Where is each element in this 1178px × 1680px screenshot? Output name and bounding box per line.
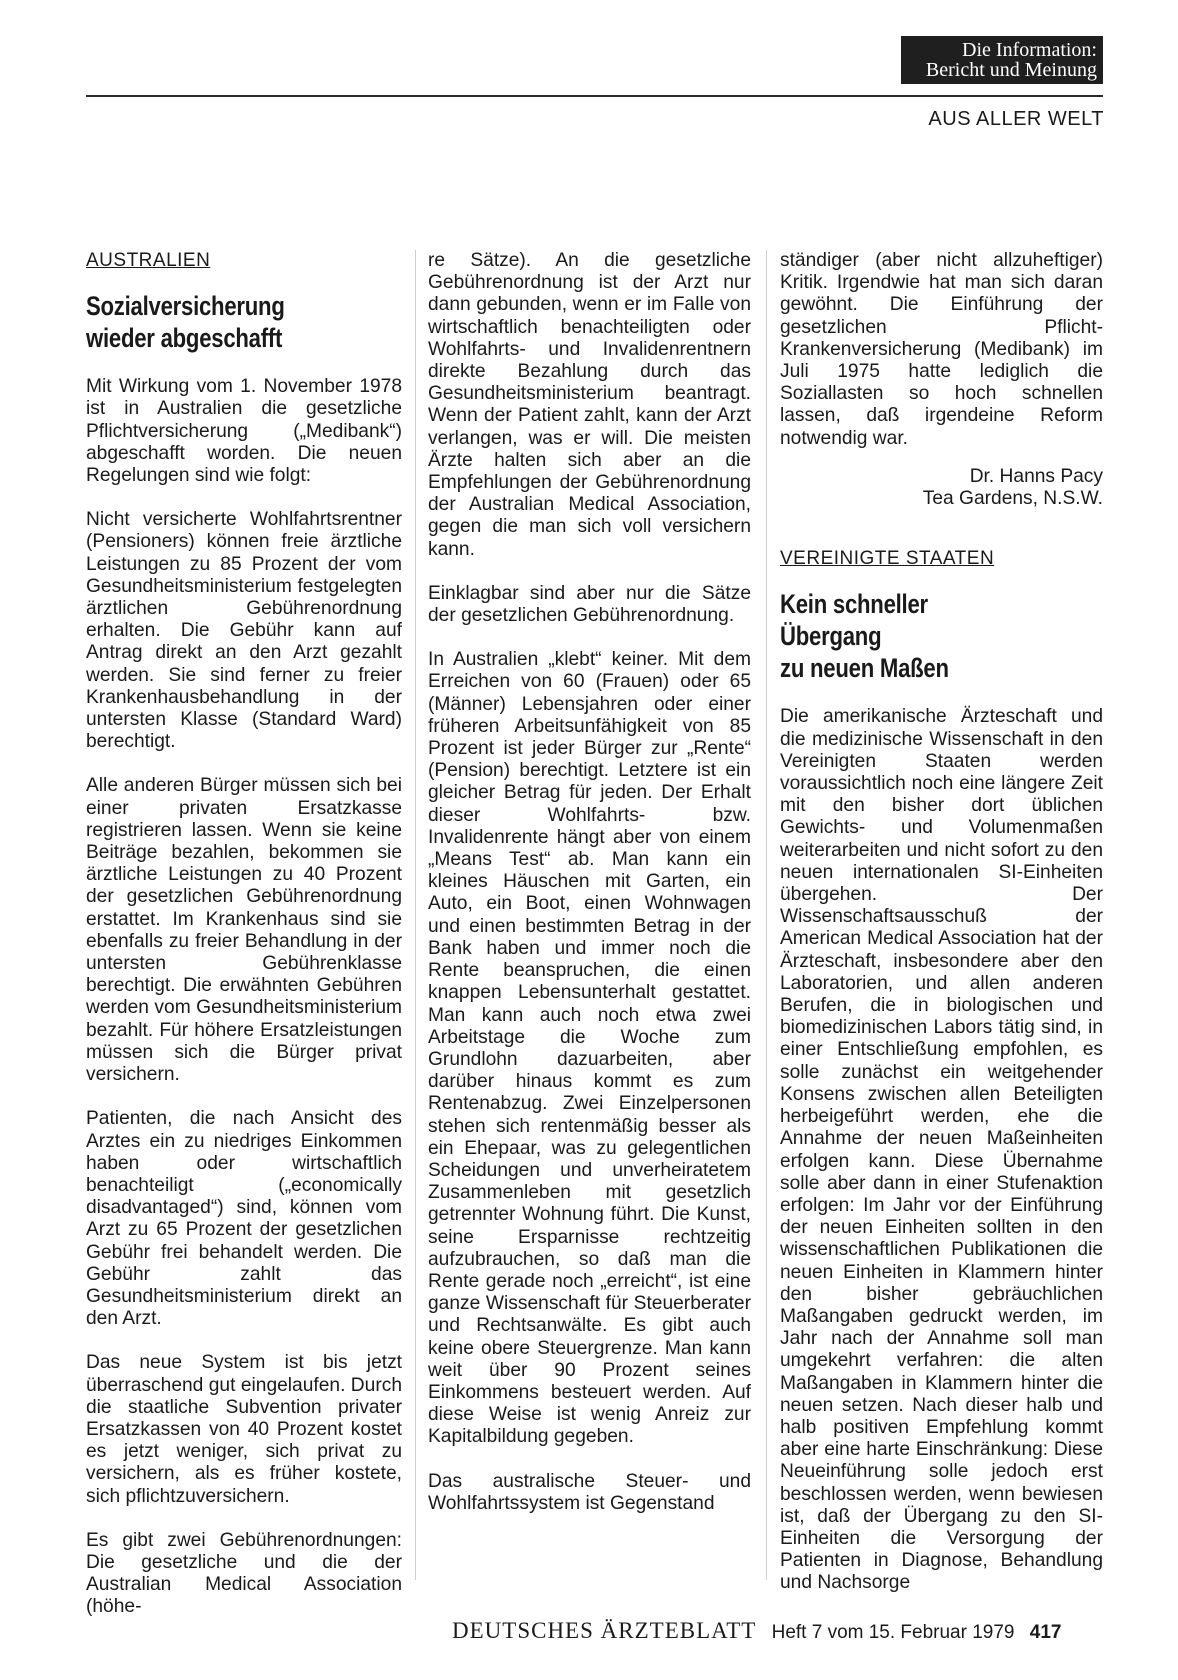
article1-signature [780, 466, 1103, 510]
article2-title [780, 588, 1045, 684]
section-label-line2: Bericht und Meinung [925, 59, 1097, 81]
column-2 [428, 250, 751, 1537]
article1-paragraph: Es gibt zwei Gebührenordnungen: Die gesetzliche und die der Australian Medical Association (höhe- [86, 1529, 402, 1618]
article2-rubric: VEREINIGTE STAATEN [780, 548, 995, 570]
article2-title-line3: zu neuen Maßen [780, 653, 949, 684]
section-label-line1: Die Information: [962, 39, 1097, 61]
column-divider [766, 250, 767, 1580]
article2-title-line1: Kein schneller [780, 589, 928, 620]
page-footer [452, 1618, 1062, 1644]
article1-paragraph: Das neue System ist bis jetzt überraschend gut eingelaufen. Durch die staatliche Subvention privater Ersatzkassen von 40 Prozent kostet es jetzt weniger, sich privat zu versichern, als es früher kostete, sich pflichtzuversichern. [86, 1352, 402, 1507]
article1-location: Tea Gardens, N.S.W. [922, 488, 1103, 510]
header-rule [86, 95, 1103, 97]
category-label: AUS ALLER WELT [928, 108, 1104, 130]
article1-title-line1: Sozialversicherung [86, 291, 285, 322]
article1-paragraph: Mit Wirkung vom 1. November 1978 ist in Australien die gesetzliche Pflichtversicherung („Medibank“) abgeschafft worden. Die neuen Regelungen sind wie folgt: [86, 376, 402, 487]
column-3 [780, 250, 1103, 1617]
article2-title-line2: Übergang [780, 621, 882, 652]
article1-rubric: AUSTRALIEN [86, 250, 211, 271]
section-label [901, 36, 1103, 84]
article1-paragraph: Nicht versicherte Wohlfahrtsrentner (Pensioners) können freie ärztliche Leistungen zu 85 Prozent der vom Gesundheitsministerium festgelegten ärztlichen Gebührenordnung erhalten. Die Gebühr kann auf Antrag direkt an den Arzt gezahlt werden. Sie sind ferner zu freier Krankenhausbehandlung in der untersten Klasse (Standard Ward) berechtigt. [86, 509, 402, 753]
article1-title-line2: wieder abgeschafft [86, 323, 283, 354]
column-divider [415, 250, 416, 1580]
article1-paragraph: In Australien „klebt“ keiner. Mit dem Erreichen von 60 (Frauen) oder 65 (Männer) Lebensjahren oder einer früheren Arbeitsunfähigkeit von 85 Prozent ist jeder Bürger zur „Rente“ (Pension) berechtigt. Letztere ist ein gleicher Betrag für jeden. Der Erhalt dieser Wohlfahrts- bzw. Invalidenrente hängt aber von einem „Means Test“ ab. Man kann ein kleines Häuschen mit Garten, ein Auto, ein Boot, einen Wohnwagen und einen bestimmten Betrag in der Bank haben und immer noch die Rente beanspruchen, die einen knappen Lebensunterhalt gestattet. Man kann auch noch etwa zwei Arbeitstage die Woche zum Grundlohn dazuarbeiten, aber darüber hinaus kommt es zum Rentenabzug. Zwei Einzelpersonen stehen sich rentenmäßig besser als ein Ehepaar, was zu gelegentlichen Scheidungen und unverheiratetem Zusammenleben mit gesetzlich getrennter Wohnung führt. Die Kunst, seine Ersparnisse rechtzeitig aufzubrauchen, so daß man die Rente gerade noch „erreicht“, ist eine ganze Wissenschaft für Steuerberater und Rechtsanwälte. Es gibt auch keine obere Steuergrenze. Man kann weit über 90 Prozent seines Einkommens besteuert werden. Auf diese Weise ist wenig Anreiz zur Kapitalbildung gegeben. [428, 649, 751, 1448]
column-1 [86, 250, 402, 1641]
journal-name: DEUTSCHES ÄRZTEBLATT [452, 1618, 757, 1643]
article1-title [86, 290, 345, 354]
article1-paragraph: Patienten, die nach Ansicht des Arztes ein zu niedriges Einkommen haben oder wirtschaftlich benachteiligt („economically disadvantaged“) sind, können vom Arzt zu 65 Prozent der gesetzlichen Gebühr frei behandelt werden. Die Gebühr zahlt das Gesundheitsministerium direkt an den Arzt. [86, 1108, 402, 1330]
article1-paragraph: Einklagbar sind aber nur die Sätze der gesetzlichen Gebührenordnung. [428, 582, 751, 627]
article1-paragraph: Alle anderen Bürger müssen sich bei einer privaten Ersatzkasse registrieren lassen. Wenn sie keine Beiträge bezahlen, bekommen sie ärztliche Leistungen zu 40 Prozent der gesetzlichen Gebührenordnung erstattet. Im Krankenhaus sind sie ebenfalls zu freier Behandlung in der untersten Gebührenklasse berechtigt. Die erwähnten Gebühren werden vom Gesundheitsministerium bezahlt. Für höhere Ersatzleistungen müssen sich die Bürger privat versichern. [86, 775, 402, 1086]
issue-info: Heft 7 vom 15. Februar 1979 [771, 1622, 1015, 1643]
article1-paragraph: ständiger (aber nicht allzuheftiger) Kritik. Irgendwie hat man sich daran gewöhnt. Die Einführung der gesetzlichen Pflicht-Krankenversicherung (Medibank) im Juli 1975 hatte lediglich die Soziallasten so hoch schnellen lassen, daß irgendeine Reform notwendig war. [780, 250, 1103, 449]
article1-paragraph: re Sätze). An die gesetzliche Gebührenordnung ist der Arzt nur dann gebunden, wenn er im Falle von wirtschaftlich benachteiligten oder Wohlfahrts- und Invalidenrentnern direkte Bezahlung durch das Gesundheitsministerium beantragt. Wenn der Patient zahlt, kann der Arzt verlangen, was er will. Die meisten Ärzte halten sich aber an die Empfehlungen der Gebührenordnung der Australian Medical Association, gegen die man sich voll versichern kann. [428, 250, 751, 560]
article2-paragraph: Die amerikanische Ärzteschaft und die medizinische Wissenschaft in den Vereinigten Staaten werden voraussichtlich noch eine längere Zeit mit den bisher dort üblichen Gewichts- und Volumenmaßen weiterarbeiten und nicht sofort zu den neuen internationalen SI-Einheiten übergehen. Der Wissenschaftsausschuß der American Medical Association hat der Ärzteschaft, insbesondere aber den Laboratorien, und allen anderen Berufen, die in biologischen und biomedizinischen Labors tätig sind, in einer Entschließung empfohlen, es solle zunächst ein weitgehender Konsens zwischen allen Beteiligten herbeigeführt werden, ehe die Annahme der neuen Maßeinheiten erfolgen kann. Diese Übernahme solle aber dann in einer Stufenaktion erfolgen: Im Jahr vor der Einführung der neuen Einheiten sollten in den wissenschaftlichen Publikationen die neuen Einheiten in Klammern hinter den bisher gebräuchlichen Maßangaben gedruckt werden, im Jahr nach der Annahme soll man umgekehrt verfahren: die alten Maßangaben in Klammern hinter die neuen setzen. Nach dieser halb und halb positiven Empfehlung kommt aber eine harte Einschränkung: Diese Neueinführung solle jedoch erst beschlossen werden, wenn bewiesen ist, daß der Übergang zu den SI-Einheiten die Versorgung der Patienten in Diagnose, Behandlung und Nachsorge [780, 706, 1103, 1594]
article1-author: Dr. Hanns Pacy [969, 465, 1103, 487]
article1-paragraph: Das australische Steuer- und Wohlfahrtssystem ist Gegenstand [428, 1470, 751, 1514]
page-number: 417 [1029, 1622, 1062, 1643]
